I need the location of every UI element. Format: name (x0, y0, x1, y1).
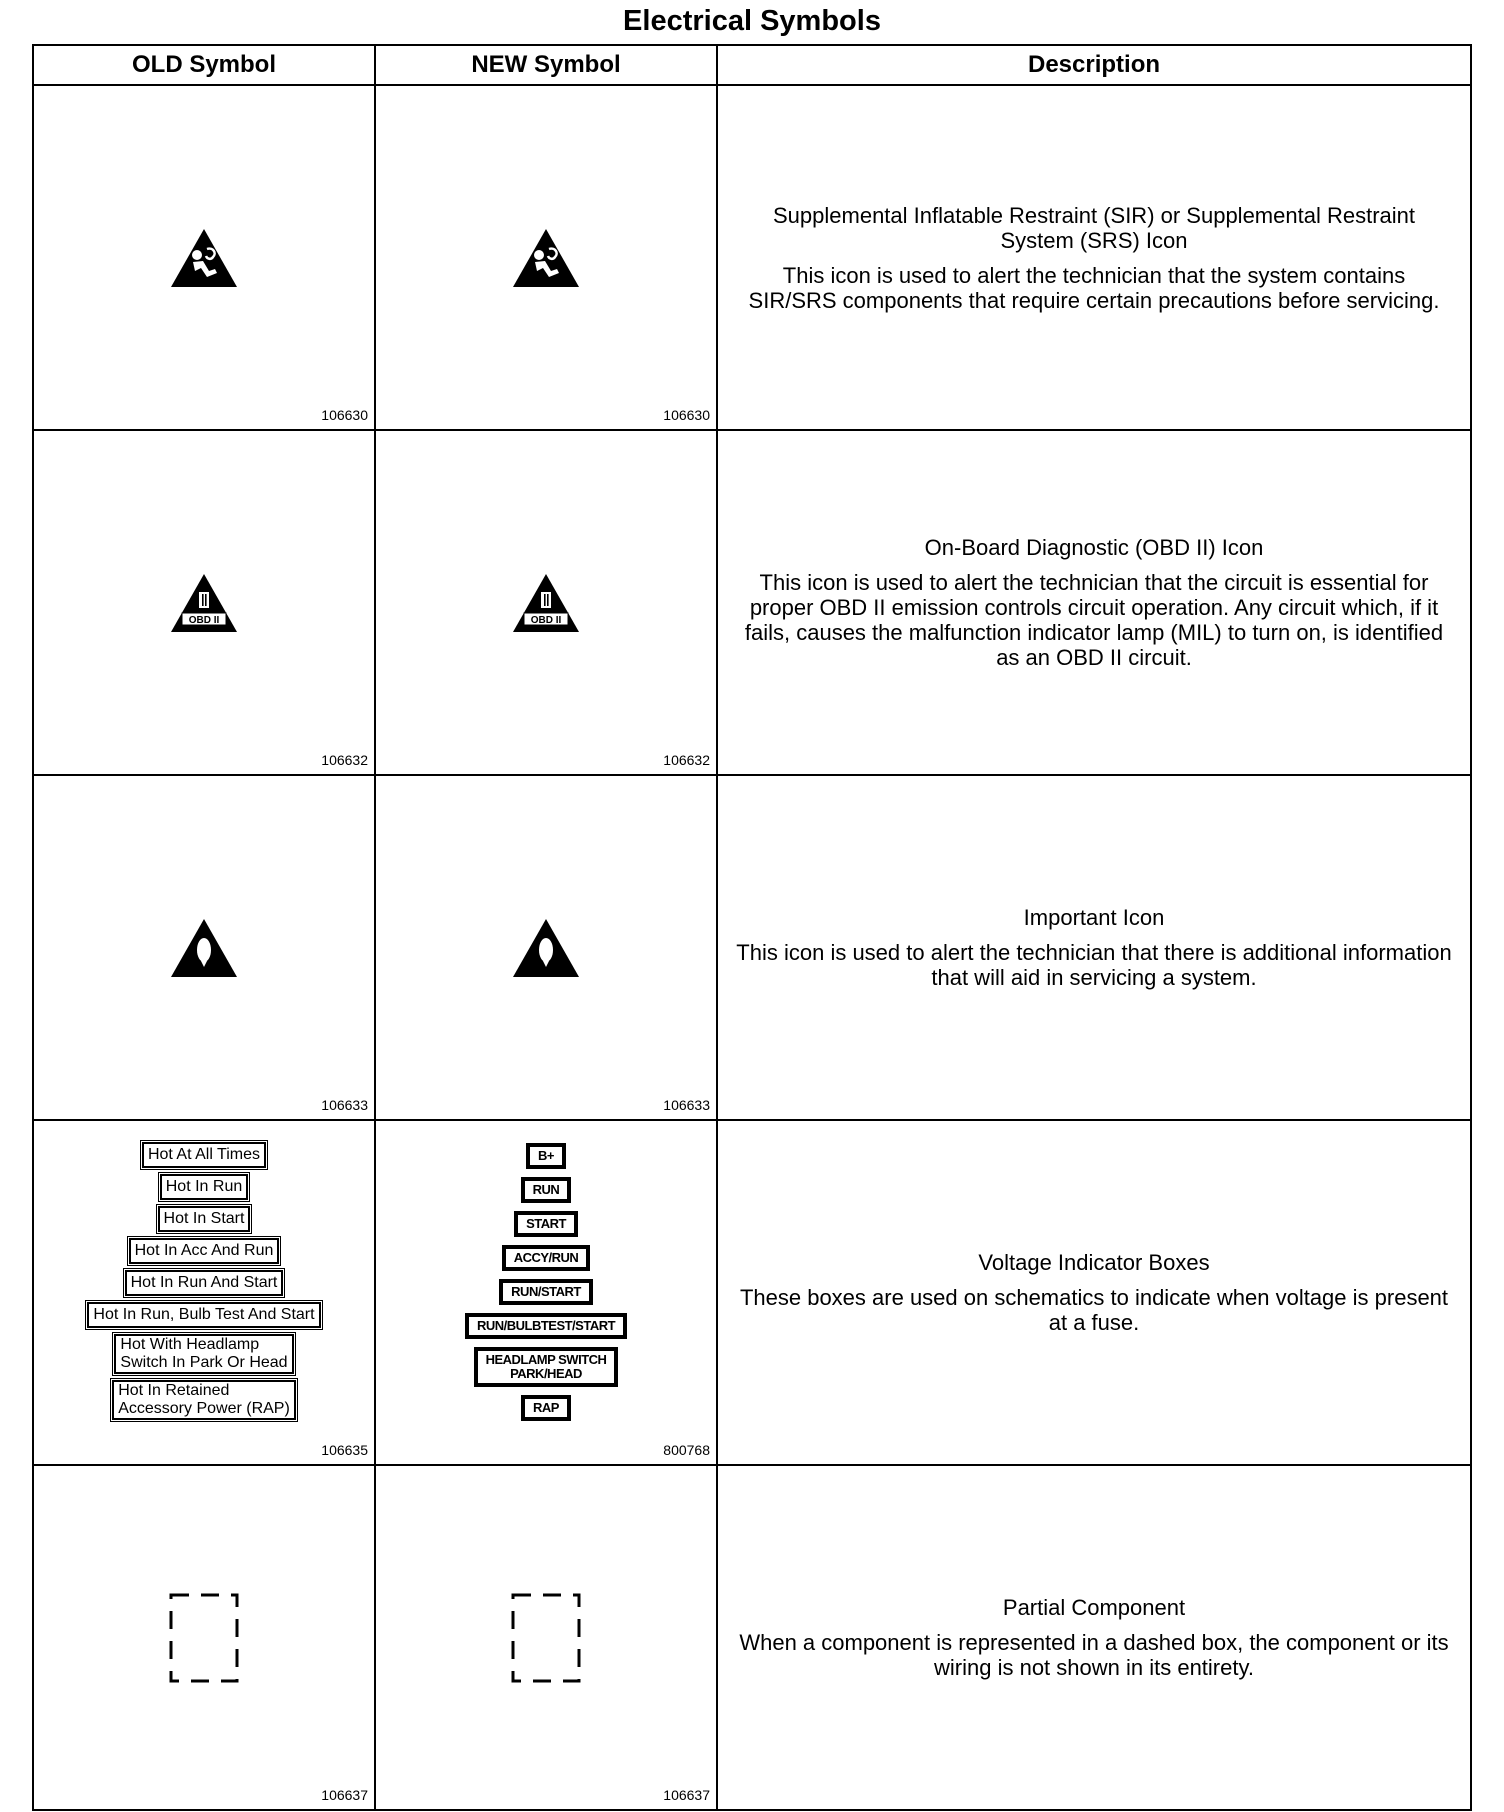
new-symbol-cell (375, 1120, 717, 1465)
description-title: Supplemental Inflatable Restraint (SIR) or Supplemental Restraint System (SRS) Icon (773, 202, 1415, 253)
voltage-box-label: B+ (538, 1148, 554, 1163)
description-cell (717, 430, 1471, 775)
voltage-box: Hot In Start (158, 1206, 251, 1232)
voltage-box: Hot In Run (160, 1174, 248, 1200)
obd-ii-warning-icon (511, 572, 581, 634)
voltage-box: Hot At All Times (142, 1142, 266, 1168)
description-cell (717, 775, 1471, 1120)
description-title: Voltage Indicator Boxes (978, 1250, 1210, 1275)
description-title: Partial Component (1002, 1595, 1186, 1620)
page-title: Electrical Symbols (623, 5, 881, 37)
voltage-box-line: Hot With Headlamp (120, 1336, 260, 1353)
voltage-box (474, 1347, 619, 1387)
voltage-box-label: RUN/BULBTEST/START (476, 1318, 616, 1333)
voltage-box (521, 1177, 572, 1203)
table-row-partial (33, 1465, 1471, 1810)
description-text: This icon is used to alert the technician that there is additional information that will aid in servicing a system. (736, 940, 1452, 990)
important-warning-icon (511, 917, 581, 979)
new-symbol-cell (375, 1465, 717, 1810)
voltage-box: Hot In Run And Start (125, 1270, 284, 1296)
old-symbol-cell (33, 775, 375, 1120)
voltage-box-line: Switch In Park Or Head (120, 1354, 288, 1371)
voltage-box (465, 1313, 627, 1339)
new-symbol-cell (375, 85, 717, 430)
figure-number: 106632 (321, 752, 368, 768)
voltage-box (526, 1143, 566, 1169)
voltage-box-label: RAP (533, 1400, 559, 1415)
table-row-important (33, 775, 1471, 1120)
dashed-box-icon (510, 1592, 582, 1684)
description-title: On-Board Diagnostic (OBD II) Icon (924, 535, 1264, 560)
figure-number: 106637 (663, 1787, 710, 1803)
sir-airbag-warning-icon (169, 227, 239, 289)
new-voltage-box-list (376, 1139, 716, 1425)
new-symbol-cell (375, 430, 717, 775)
figure-number: 106633 (663, 1097, 710, 1113)
new-symbol-cell (375, 775, 717, 1120)
old-voltage-box-list (34, 1139, 374, 1423)
voltage-box-line: Hot In Retained (118, 1382, 230, 1399)
table-row-voltage (33, 1120, 1471, 1465)
important-warning-icon (169, 917, 239, 979)
voltage-box (502, 1245, 591, 1271)
figure-number: 106635 (321, 1442, 368, 1458)
voltage-box (112, 1380, 296, 1420)
description-cell (717, 85, 1471, 430)
header-new-symbol: NEW Symbol (375, 45, 717, 85)
description-text: These boxes are used on schematics to indicate when voltage is present at a fuse. (739, 1285, 1449, 1335)
voltage-box (114, 1334, 293, 1374)
electrical-symbols-table (32, 44, 1472, 1811)
voltage-box-label: START (526, 1216, 566, 1231)
old-symbol-cell (33, 1120, 375, 1465)
obd-label-text: OBD II (530, 614, 562, 626)
description-cell (717, 1120, 1471, 1465)
table-header-row (33, 45, 1471, 85)
description-text: This icon is used to alert the technician that the circuit is essential for proper OBD II emission controls circuit operation. Any circuit which, if it fails, causes the malfunction indicator lamp (MIL) to turn on, is identified as an OBD II circuit. (744, 570, 1444, 670)
voltage-box (514, 1211, 578, 1237)
figure-number: 106633 (321, 1097, 368, 1113)
voltage-box: Hot In Run, Bulb Test And Start (87, 1302, 320, 1328)
figure-number: 106637 (321, 1787, 368, 1803)
old-symbol-cell (33, 430, 375, 775)
voltage-box-label: PARK/HEAD (510, 1366, 582, 1381)
voltage-box-label: ACCY/RUN (513, 1250, 579, 1265)
voltage-box: Hot In Acc And Run (129, 1238, 280, 1264)
description-cell (717, 1465, 1471, 1810)
figure-number: 800768 (663, 1442, 710, 1458)
sir-airbag-warning-icon (511, 227, 581, 289)
voltage-box-label: RUN (532, 1182, 560, 1197)
description-text: When a component is represented in a dashed box, the component or its wiring is not shown in its entirety. (739, 1630, 1449, 1680)
voltage-box-label: HEADLAMP SWITCH (485, 1352, 607, 1367)
description-title: Important Icon (1023, 905, 1165, 930)
old-symbol-cell (33, 1465, 375, 1810)
voltage-box-line: Accessory Power (RAP) (118, 1400, 290, 1417)
figure-number: 106630 (663, 407, 710, 423)
header-old-symbol: OLD Symbol (33, 45, 375, 85)
figure-number: 106632 (663, 752, 710, 768)
figure-number: 106630 (321, 407, 368, 423)
voltage-box (521, 1395, 571, 1421)
obd-ii-warning-icon (169, 572, 239, 634)
voltage-box-label: RUN/START (511, 1284, 581, 1299)
voltage-box (499, 1279, 593, 1305)
old-symbol-cell (33, 85, 375, 430)
description-text: This icon is used to alert the technician that the system contains SIR/SRS components that require certain precautions before servicing. (748, 262, 1440, 313)
header-description: Description (717, 45, 1471, 85)
table-row-obd (33, 430, 1471, 775)
table-row-sir (33, 85, 1471, 430)
obd-label-text: OBD II (188, 614, 220, 626)
dashed-box-icon (168, 1592, 240, 1684)
